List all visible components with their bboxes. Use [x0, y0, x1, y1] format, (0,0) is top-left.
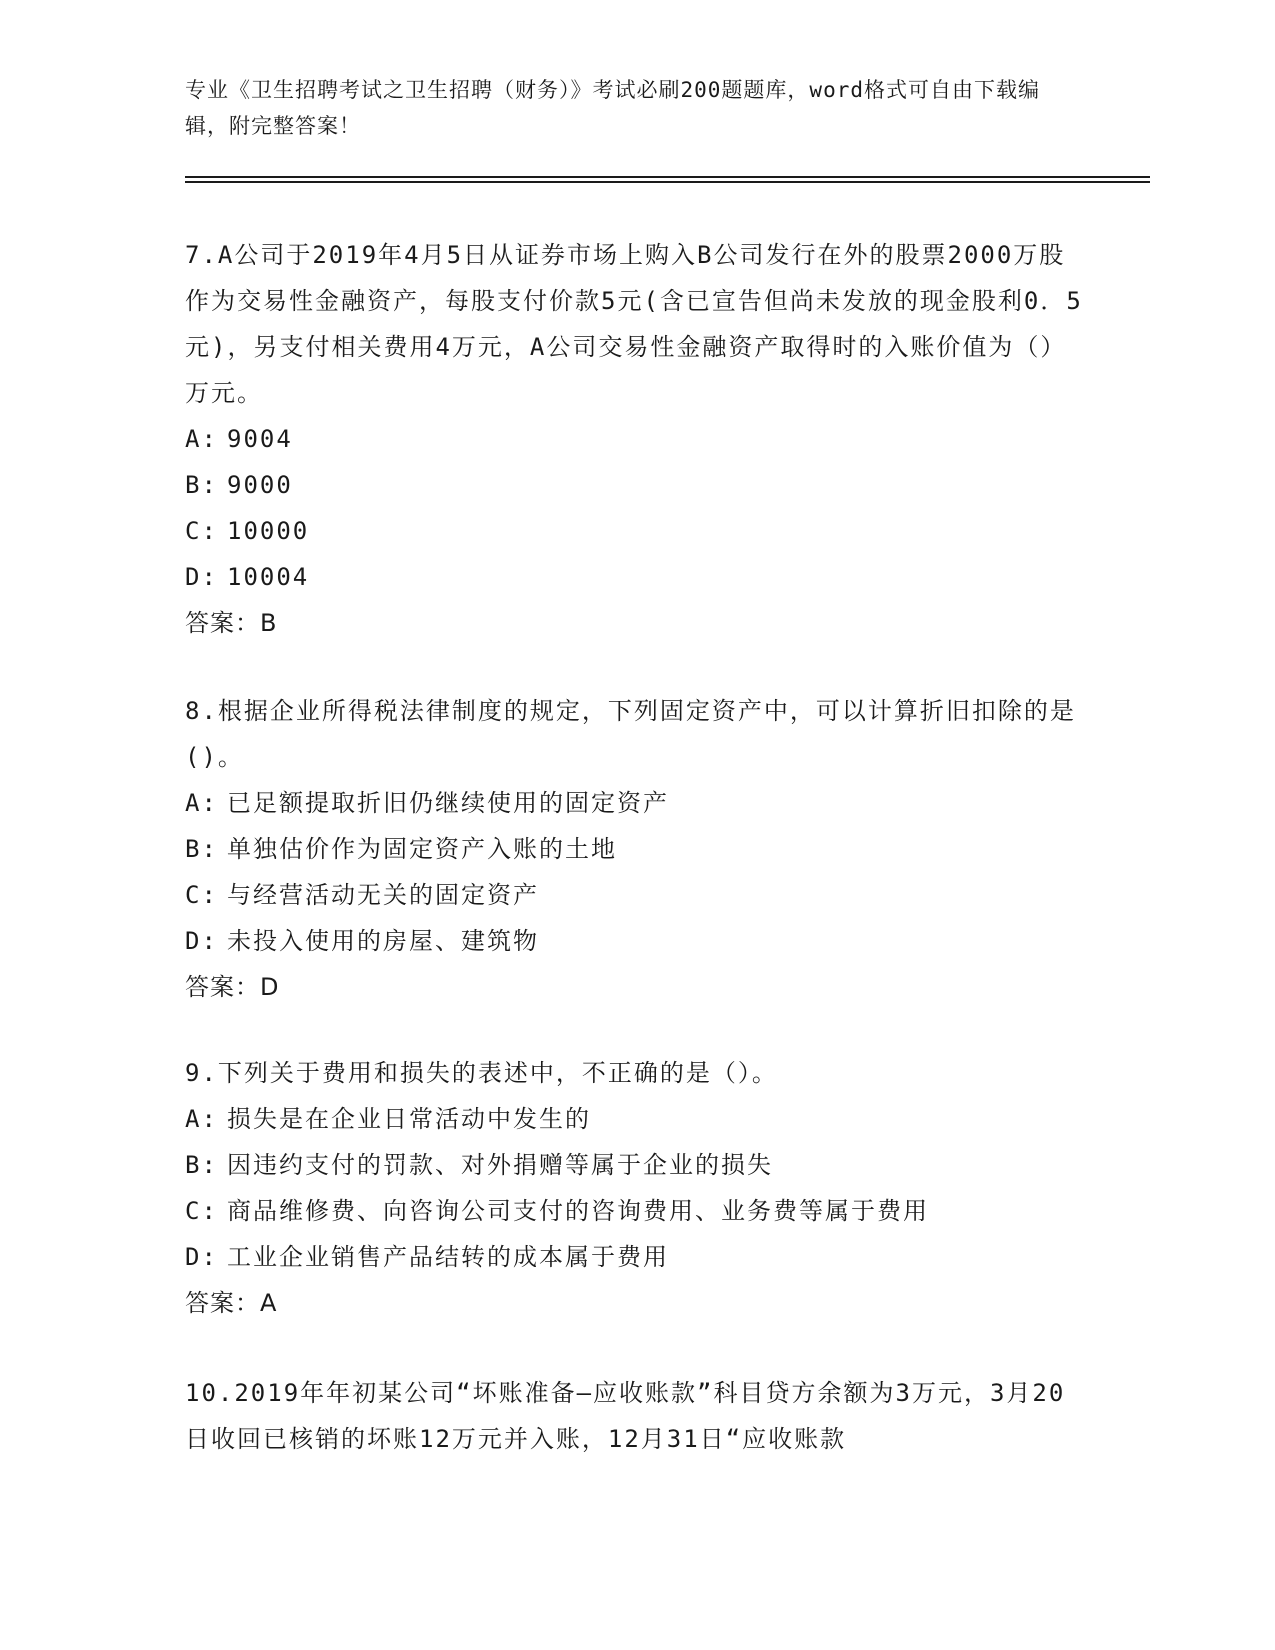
option-text: 因违约支付的罚款、对外捐赠等属于企业的损失 [227, 1151, 773, 1179]
question-8 [185, 688, 1085, 1010]
header-divider-top [185, 176, 1150, 178]
option-text: 9004 [227, 425, 293, 453]
option-c [185, 872, 1085, 918]
option-label: D: [185, 563, 218, 591]
option-label: B: [185, 835, 218, 863]
option-a [185, 1096, 1085, 1142]
option-a [185, 416, 1085, 462]
question-9 [185, 1050, 1085, 1326]
option-d [185, 1234, 1085, 1280]
option-text: 单独估价作为固定资产入账的土地 [227, 835, 617, 863]
answer: 答案：D [185, 973, 280, 1001]
option-b [185, 462, 1085, 508]
option-label: C: [185, 1197, 218, 1225]
option-text: 与经营活动无关的固定资产 [227, 881, 539, 909]
question-7 [185, 232, 1085, 646]
option-text: 损失是在企业日常活动中发生的 [227, 1105, 591, 1133]
document-header: 专业《卫生招聘考试之卫生招聘（财务）》考试必刷200题题库，word格式可自由下载编辑，附完整答案！ [185, 78, 1040, 138]
option-label: C: [185, 881, 218, 909]
option-label: C: [185, 517, 218, 545]
answer: 答案：A [185, 1289, 278, 1317]
question-stem: 8.根据企业所得税法律制度的规定，下列固定资产中，可以计算折旧扣除的是()。 [185, 697, 1076, 771]
option-text: 10004 [227, 563, 310, 591]
option-label: A: [185, 1105, 218, 1133]
option-text: 10000 [227, 517, 310, 545]
option-d [185, 554, 1085, 600]
question-10 [185, 1370, 1085, 1462]
option-label: A: [185, 425, 218, 453]
option-label: D: [185, 1243, 218, 1271]
question-stem: 9.下列关于费用和损失的表述中，不正确的是（）。 [185, 1059, 778, 1087]
option-b [185, 1142, 1085, 1188]
option-label: A: [185, 789, 218, 817]
option-text: 商品维修费、向咨询公司支付的咨询费用、业务费等属于费用 [227, 1197, 929, 1225]
option-text: 9000 [227, 471, 293, 499]
option-label: B: [185, 1151, 218, 1179]
option-c [185, 1188, 1085, 1234]
option-text: 已足额提取折旧仍继续使用的固定资产 [227, 789, 669, 817]
option-text: 工业企业销售产品结转的成本属于费用 [227, 1243, 669, 1271]
question-stem: 10.2019年年初某公司“坏账准备—应收账款”科目贷方余额为3万元，3月20日收回已核销的坏账12万元并入账，12月31日“应收账款 [185, 1379, 1066, 1453]
answer: 答案：B [185, 609, 278, 637]
option-c [185, 508, 1085, 554]
option-text: 未投入使用的房屋、建筑物 [227, 927, 539, 955]
option-a [185, 780, 1085, 826]
option-label: D: [185, 927, 218, 955]
header-divider-bottom [185, 181, 1150, 183]
option-b [185, 826, 1085, 872]
question-stem: 7.A公司于2019年4月5日从证券市场上购入B公司发行在外的股票2000万股作为交易性金融资产，每股支付价款5元(含已宣告但尚未发放的现金股利0．5元)，另支付相关费用4万元，A公司交易性金融资产取得时的入账价值为（）万元。 [185, 241, 1083, 407]
option-label: B: [185, 471, 218, 499]
option-d [185, 918, 1085, 964]
